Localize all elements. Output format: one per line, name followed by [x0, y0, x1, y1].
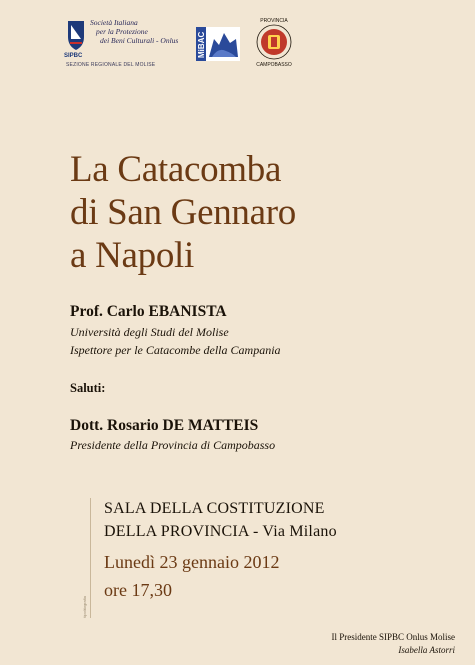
title-line: La Catacomba: [70, 149, 282, 190]
svg-text:PROVINCIA: PROVINCIA: [260, 18, 288, 24]
sipbc-name-line: dei Beni Culturali - Onlus: [100, 36, 179, 45]
footer-signature: Isabella Astorri: [398, 645, 455, 655]
speaker-affiliation: Università degli Studi del Molise: [70, 325, 229, 339]
greetings-label: Saluti:: [70, 381, 106, 395]
sipbc-section: SEZIONE REGIONALE DEL MOLISE: [66, 62, 156, 68]
sipbc-name-line: Società Italiana: [90, 18, 138, 27]
footer-title: Il Presidente SIPBC Onlus Molise: [331, 632, 455, 642]
sipbc-shield-logo: [66, 19, 86, 51]
venue-line: DELLA PROVINCIA - Via Milano: [104, 523, 337, 540]
sipbc-name-line: per la Protezione: [96, 27, 148, 36]
title-line: a Napoli: [70, 235, 194, 276]
svg-text:CAMPOBASSO: CAMPOBASSO: [256, 62, 292, 68]
venue: [104, 497, 337, 543]
sipbc-name: [90, 18, 190, 45]
speaker-name: Prof. Carlo EBANISTA: [70, 303, 227, 320]
mibac-logo: [196, 27, 240, 61]
event-title: [70, 148, 410, 277]
sipbc-acronym: SIPBC: [64, 53, 83, 59]
event-time: ore 17,30: [104, 580, 172, 600]
mibac-logo-text: MiBAC: [197, 31, 206, 58]
title-line: di San Gennaro: [70, 192, 296, 233]
greetings-role: Presidente della Provincia di Campobasso: [70, 438, 276, 452]
printer-note: tipolitografia: [82, 596, 87, 618]
greetings-name: Dott. Rosario DE MATTEIS: [70, 417, 259, 434]
provincia-campobasso-logo: [254, 16, 294, 72]
divider: [90, 498, 91, 618]
speaker-role: Ispettore per le Catacombe della Campania: [70, 343, 281, 357]
event-date: Lunedì 23 gennaio 2012: [104, 552, 280, 572]
venue-line: SALA DELLA COSTITUZIONE: [104, 500, 325, 517]
